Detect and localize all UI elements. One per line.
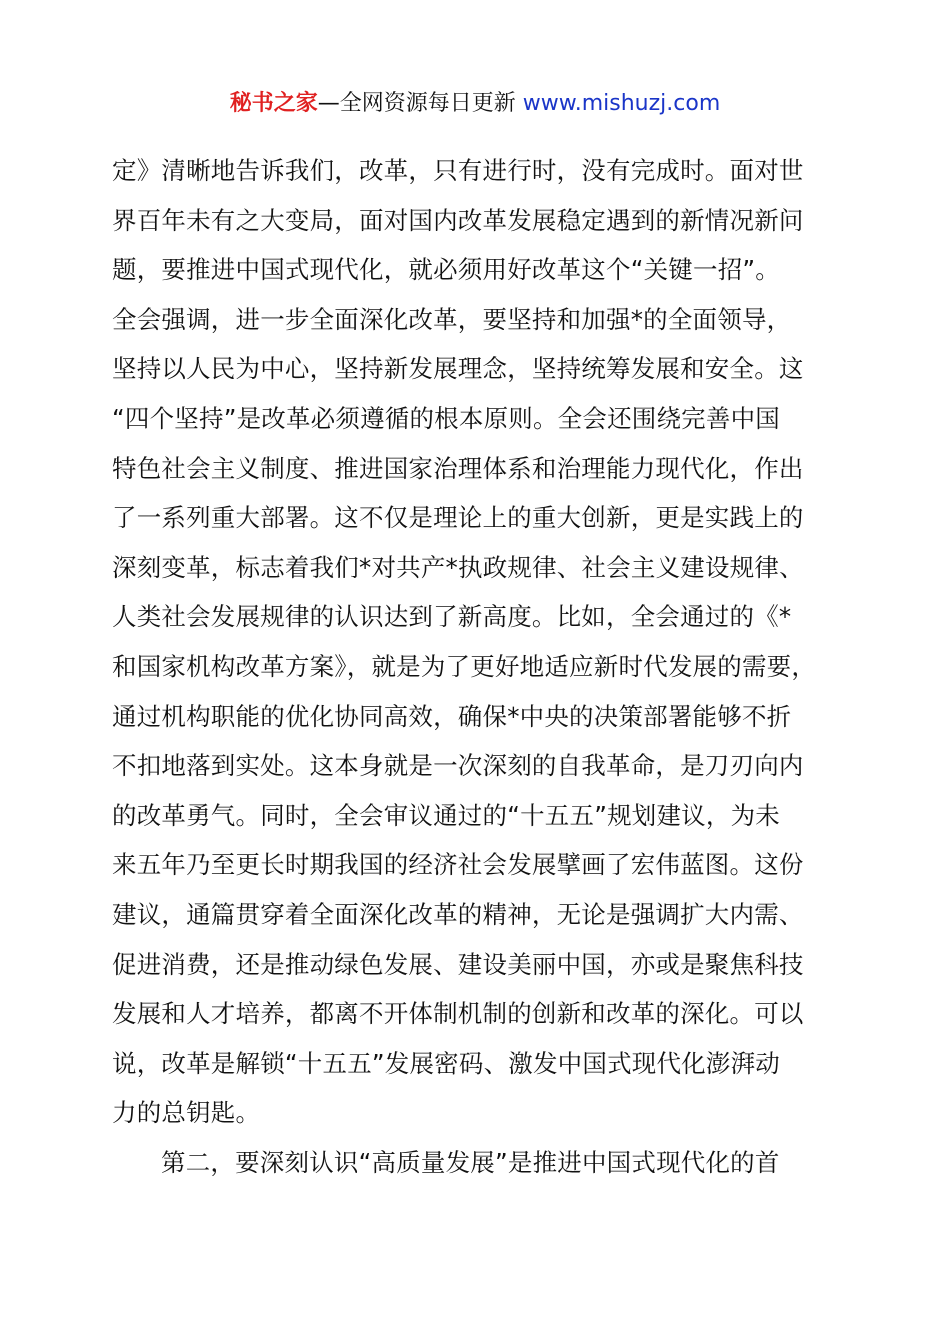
text-line: 和国家机构改革方案》，就是为了更好地适应新时代发展的需要， <box>112 651 817 681</box>
site-brand: 秘书之家 <box>229 91 318 116</box>
paragraph-start-line: 第二，要深刻认识“高质量发展”是推进中国式现代化的首 <box>161 1147 780 1177</box>
text-line: 建议，通篇贯穿着全面深化改革的精神，无论是强调扩大内需、 <box>112 899 804 929</box>
text-line: 说，改革是解锁“十五五”发展密码、激发中国式现代化澎湃动 <box>112 1048 780 1078</box>
text-line: 坚持以人民为中心，坚持新发展理念，坚持统筹发展和安全。这 <box>112 354 804 384</box>
text-line: 来五年乃至更长时期我国的经济社会发展擘画了宏伟蓝图。这份 <box>112 850 804 880</box>
text-line: 界百年未有之大变局，面对国内改革发展稳定遇到的新情况新问 <box>112 205 804 235</box>
text-line: 全会强调，进一步全面深化改革，要坚持和加强*的全面领导， <box>112 304 792 334</box>
text-line: “四个坚持”是改革必须遵循的根本原则。全会还围绕完善中国 <box>112 403 780 433</box>
text-line: 发展和人才培养，都离不开体制机制的创新和改革的深化。可以 <box>112 999 804 1029</box>
text-line: 了一系列重大部署。这不仅是理论上的重大创新，更是实践上的 <box>112 503 804 533</box>
text-line: 特色社会主义制度、推进国家治理体系和治理能力现代化，作出 <box>112 453 804 483</box>
text-line: 题，要推进中国式现代化，就必须用好改革这个“关键一招”。 <box>112 255 780 285</box>
text-line: 的改革勇气。同时，全会审议通过的“十五五”规划建议，为未 <box>112 800 780 830</box>
text-line: 不扣地落到实处。这本身就是一次深刻的自我革命，是刀刃向内 <box>112 751 804 781</box>
site-url-link[interactable]: www.mishuzj.com <box>522 91 721 116</box>
text-line: 深刻变革，标志着我们*对共产*执政规律、社会主义建设规律、 <box>112 552 804 582</box>
site-tagline: —全网资源每日更新 <box>317 91 516 116</box>
document-body <box>112 146 848 1187</box>
site-header <box>0 88 950 120</box>
text-line: 通过机构职能的优化协同高效，确保*中央的决策部署能够不折 <box>112 701 792 731</box>
text-line: 促进消费，还是推动绿色发展、建设美丽中国，亦或是聚焦科技 <box>112 949 804 979</box>
text-line: 定》清晰地告诉我们，改革，只有进行时，没有完成时。面对世 <box>112 156 804 185</box>
text-line: 力的总钥匙。 <box>112 1098 261 1128</box>
text-line: 人类社会发展规律的认识达到了新高度。比如，全会通过的《* <box>112 602 792 632</box>
